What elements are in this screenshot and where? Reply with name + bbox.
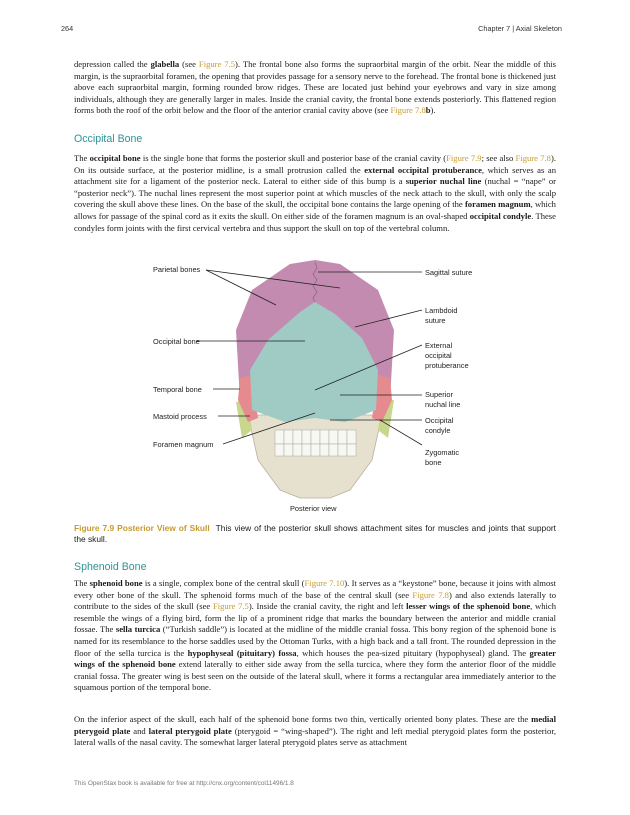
- term: sella turcica: [115, 624, 161, 635]
- skull-illustration: [140, 250, 490, 520]
- text: The: [74, 578, 90, 588]
- label-mastoid-process: Mastoid process: [153, 412, 207, 421]
- figure-caption: [74, 523, 556, 546]
- text: is a single, complex bone of the central skull (: [142, 578, 305, 588]
- term-glabella: glabella: [150, 59, 180, 69]
- label-occipital-bone: Occipital bone: [153, 337, 200, 346]
- text: ). On its outside surface, at the posterior midline, is a small protrusion called the: [74, 153, 556, 175]
- text: ). It serves as a “keystone” bone, because it joins with almost every other bone of the skull. The sphenoid forms much of the base of the central skull (see: [74, 578, 557, 600]
- term: medial pterygoid plate: [74, 714, 556, 736]
- text: , which houses the pea-sized pituitary (hypophyseal) gland. The: [296, 647, 530, 658]
- text: ) and also extends laterally to contribute to the sides of the skull (see: [74, 589, 556, 612]
- text: , which serves as an attachment site for a ligament of the posterior neck. Lateral to either side of this bump is a: [74, 164, 556, 187]
- figure-link[interactable]: Figure 7.9: [446, 153, 482, 163]
- text: ). Inside the cranial cavity, the right and left: [248, 601, 407, 612]
- term: external occipital protuberance: [364, 164, 482, 175]
- footer-note: This OpenStax book is available for free at http://cnx.org/content/col11496/1.8: [74, 780, 294, 787]
- text: The: [74, 153, 90, 163]
- term: lesser wings of the sphenoid bone: [406, 601, 531, 612]
- label-superior-nuchal-line: Superior: [425, 390, 453, 399]
- label-zy-2: bone: [425, 458, 442, 467]
- term: foramen magnum: [464, 199, 531, 210]
- text: (“Turkish saddle”) is located at the midline of the middle cranial fossa. This bony region of the sphenoid bone is named for its resemblance to the horse saddles used by the Ottoman Turks, with a high back and a tall front. The rounded depression in the floor of the sella turcica is the: [74, 624, 556, 658]
- text: (see: [179, 59, 199, 69]
- teeth: [275, 430, 356, 456]
- label-temporal-bone: Temporal bone: [153, 385, 202, 394]
- term: sphenoid bone: [89, 578, 143, 588]
- heading-occipital-bone: Occipital Bone: [74, 133, 143, 145]
- caption-text: This view of the posterior skull shows attachment sites for muscles and joints that support the skull.: [74, 523, 556, 545]
- text: and: [130, 725, 149, 736]
- text: ; see also: [481, 153, 516, 163]
- term: hypophyseal (pituitary) fossa: [187, 647, 297, 658]
- heading-sphenoid-bone: Sphenoid Bone: [74, 561, 147, 573]
- text: ).: [430, 105, 436, 116]
- figure-link[interactable]: Figure 7.10: [304, 578, 345, 588]
- label-lambdoid-suture: Lambdoid: [425, 306, 458, 315]
- figure-posterior-skull: [140, 250, 490, 520]
- text-bold: b: [425, 105, 431, 116]
- label-lambdoid-suture-2: suture: [425, 316, 446, 325]
- label-occipital-condyle: Occipital: [425, 416, 454, 425]
- sphenoid-paragraph: [74, 578, 556, 694]
- label-posterior-view: Posterior view: [290, 504, 337, 513]
- page-number: 264: [61, 24, 74, 33]
- text: ). The frontal bone also forms the supraorbital margin of the orbit. Near the middle of this margin, is the supraorbital foramen, the opening that provides passage for a sensory nerve to the forehead. The frontal bone is thickened just above each supraorbital margin, forming rounded brow ridges. These are located just behind your eyebrows and vary in size among individuals, although they are generally larger in males. Inside the cranial cavity, the frontal bone extends posteriorly. This flattened region forms both the roof of the orbit below and the floor of the anterior cranial cavity above (see: [74, 59, 556, 116]
- label-sagittal-suture: Sagittal suture: [425, 268, 473, 277]
- text: , which allows for passage of the spinal cord as it exits the skull. On either side of the foramen magnum is an oval-shaped: [74, 199, 556, 221]
- text: depression called the: [74, 59, 151, 69]
- term: occipital condyle: [469, 210, 532, 221]
- label-eop-2: occipital: [425, 351, 452, 360]
- caption-title: Figure 7.9 Posterior View of Skull: [74, 523, 210, 533]
- term: superior nuchal line: [405, 176, 482, 187]
- figure-link[interactable]: Figure 7.5: [198, 59, 236, 69]
- pterygoid-paragraph: [74, 714, 556, 749]
- label-oc-2: condyle: [425, 426, 451, 435]
- term: greater wings of the sphenoid bone: [74, 647, 556, 670]
- term: lateral pterygoid plate: [148, 725, 232, 736]
- label-zygomatic-bone: Zygomatic: [425, 448, 460, 457]
- label-eop-3: protuberance: [425, 361, 469, 370]
- text: (nuchal = “nape” or “posterior neck”). The nuchal lines represent the most superior point at which muscles of the neck attach to the skull, with only the scalp covering the skull above these lines. On the base of the skull, the occipital bone contains the large opening of the: [74, 176, 556, 210]
- text: is the single bone that forms the posterior skull and posterior base of the cranial cavity (: [140, 153, 447, 163]
- label-external-occipital-protuberance: External: [425, 341, 453, 350]
- mandible: [248, 415, 382, 498]
- label-foramen-magnum: Foramen magnum: [153, 440, 214, 449]
- chapter-title: Chapter 7 | Axial Skeleton: [478, 24, 562, 33]
- figure-link[interactable]: Figure 7.8: [515, 153, 551, 163]
- text: (pterygoid = “wing-shaped”). The right and left medial pterygoid plates form the posterior, lateral walls of the nasal cavity. The somewhat larger lateral pterygoid plates serve as attachment: [74, 725, 557, 748]
- figure-link[interactable]: Figure 7.5: [212, 601, 249, 612]
- label-snl-2: nuchal line: [425, 400, 461, 409]
- figure-link[interactable]: Figure 7.8: [390, 105, 426, 116]
- text: , which resemble the wings of a flying bird, form the lip of a prominent ridge that marks the boundary between the anterior and middle cranial fossae. The: [74, 601, 556, 635]
- occipital-paragraph: [74, 153, 556, 234]
- intro-paragraph: [74, 59, 556, 117]
- label-parietal-bones: Parietal bones: [153, 265, 201, 274]
- term: occipital bone: [89, 153, 141, 163]
- text: . These condyles form joints with the first cervical vertebra and thus support the skull on top of the vertebral column.: [74, 210, 556, 233]
- figure-link[interactable]: Figure 7.8: [412, 589, 449, 600]
- text: extend laterally to either side away from the sella turcica, where they form the anterior floor of the middle cranial fossa. The greater wing is best seen on the outside of the lateral skull, where it forms a rectangular area immediately anterior to the squamous portion of the temporal bone.: [74, 659, 556, 693]
- text: On the inferior aspect of the skull, each half of the sphenoid bone forms two thin, vertically oriented bony plates. These are the: [74, 714, 532, 724]
